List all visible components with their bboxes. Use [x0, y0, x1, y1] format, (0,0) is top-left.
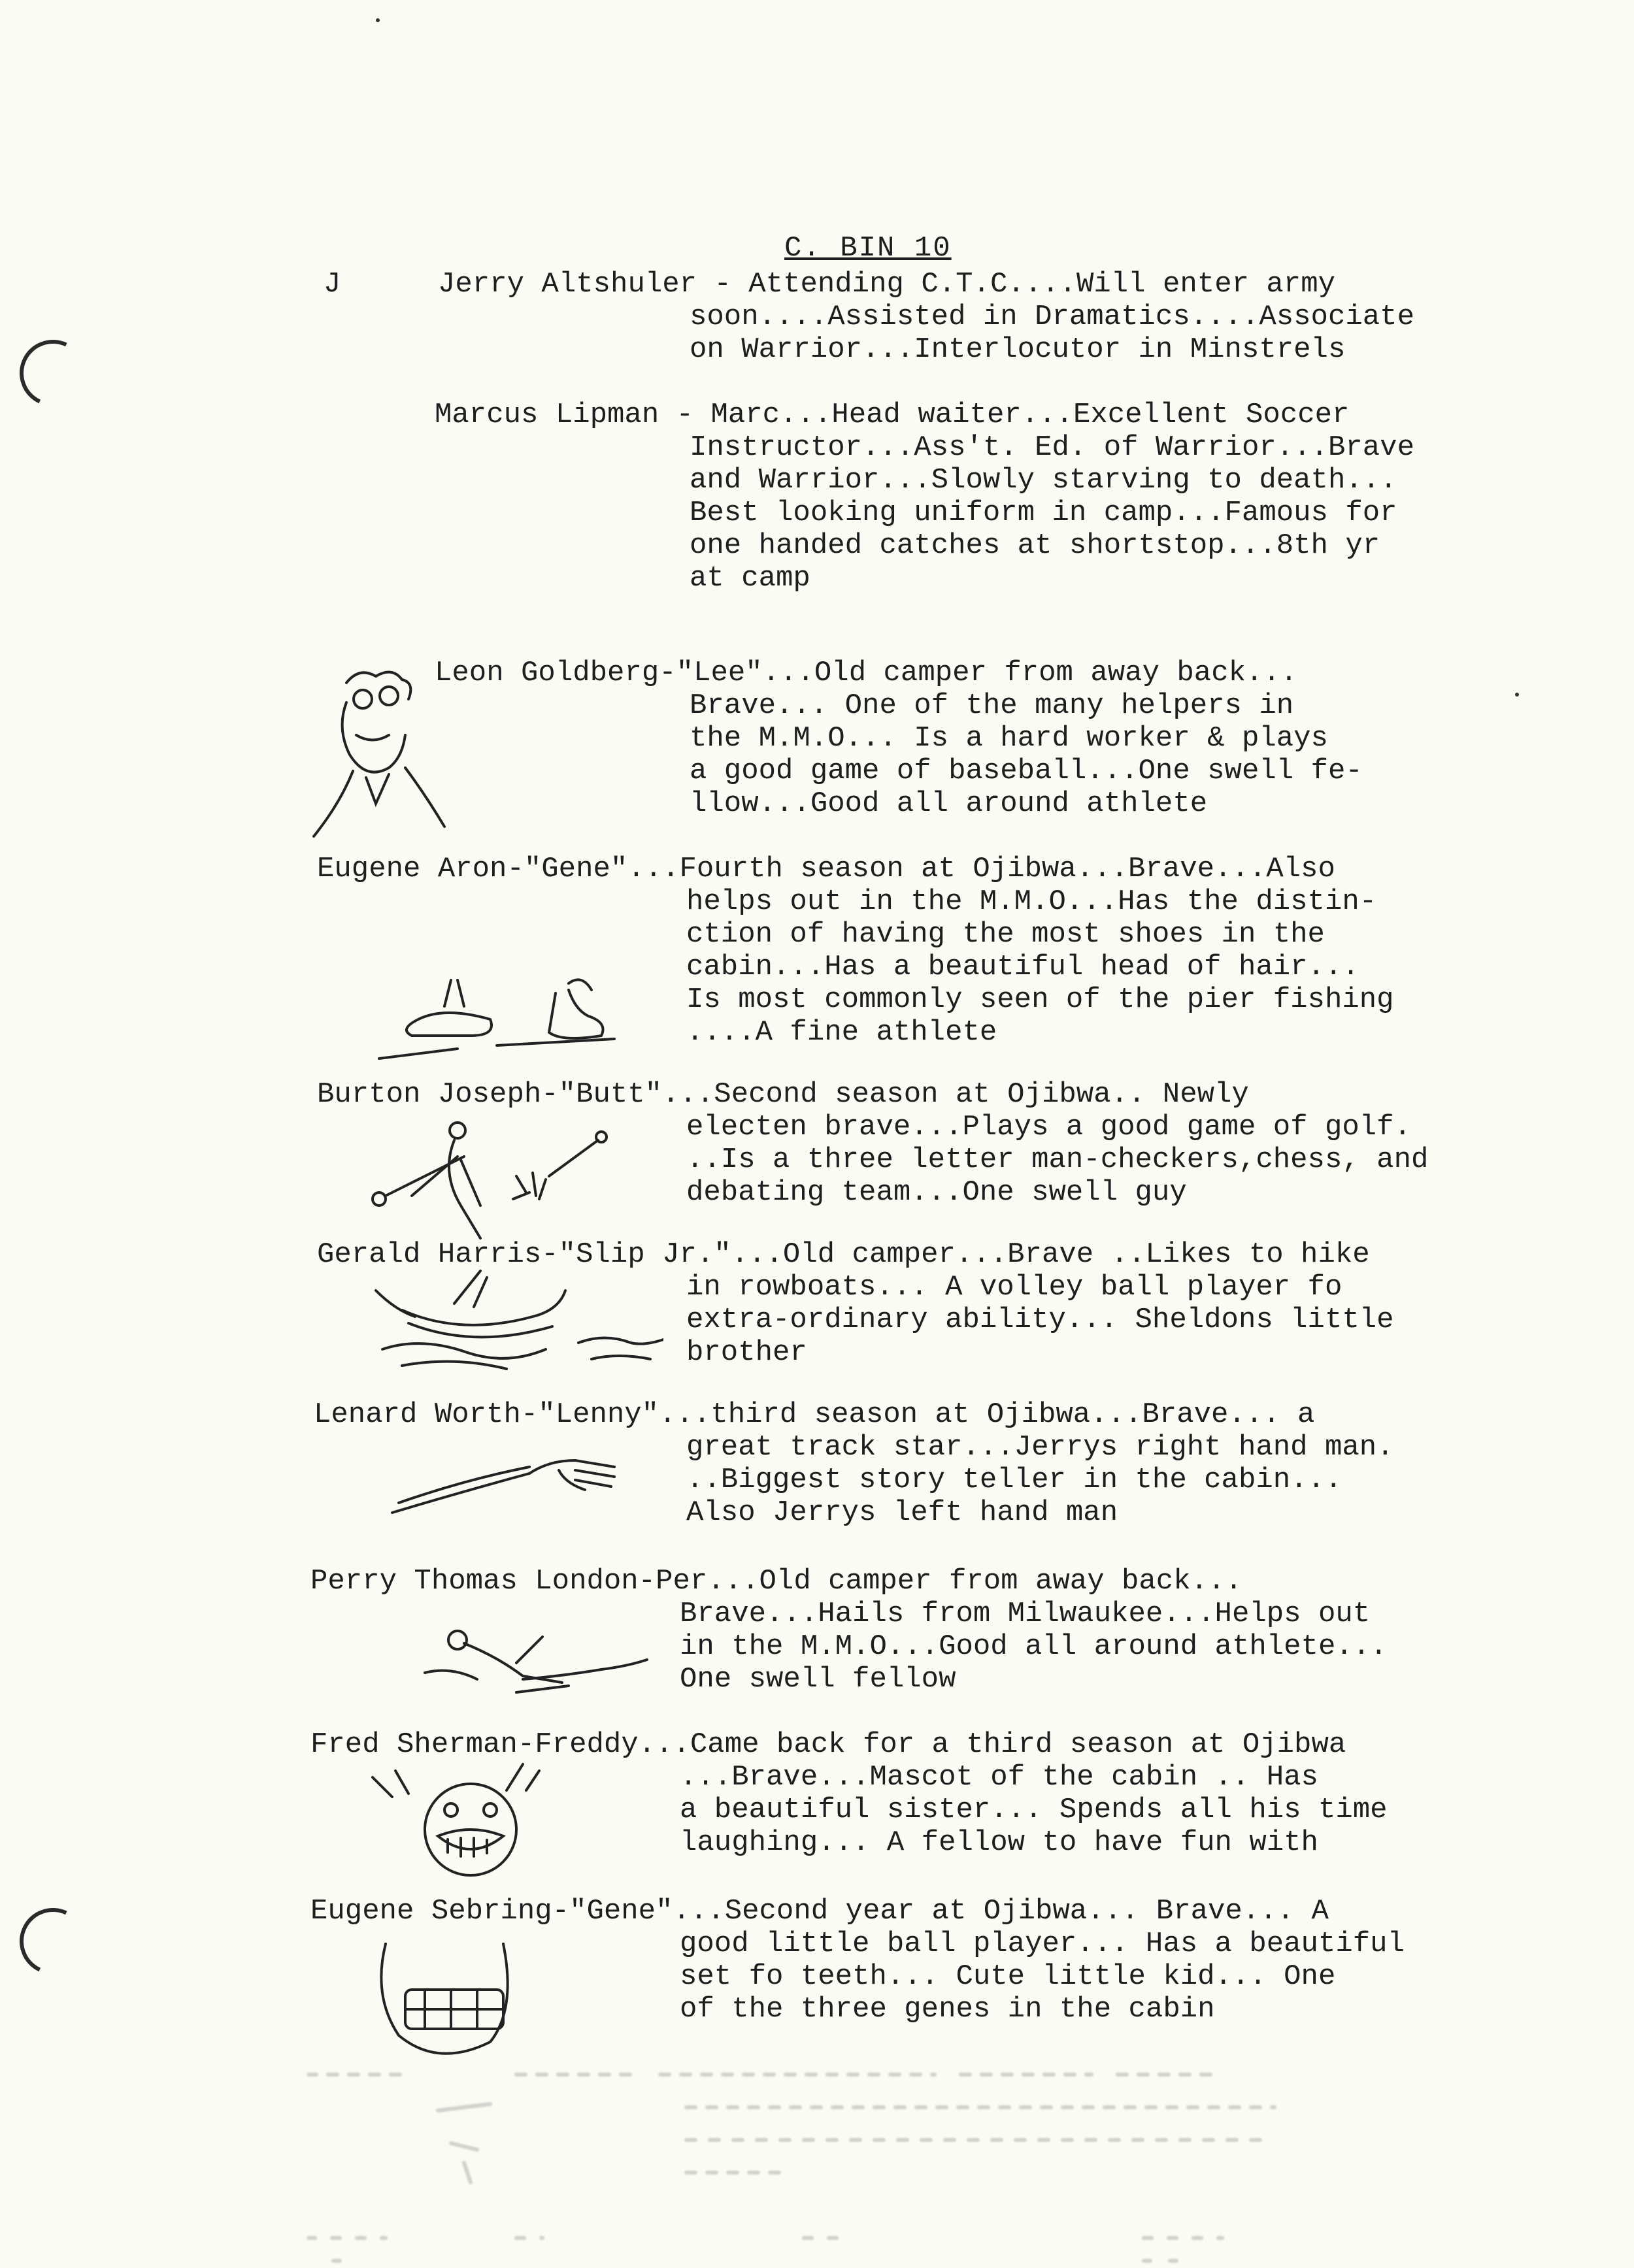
entry-line: set fo teeth... Cute little kid... One	[680, 1960, 1336, 1993]
entry-name-line: Eugene Sebring-"Gene"...Second year at Ojibwa... Brave... A	[310, 1895, 1329, 1928]
entry-line: of the three genes in the cabin	[680, 1993, 1215, 2026]
entry-line: Brave...Hails from Milwaukee...Helps out	[680, 1598, 1371, 1630]
entry-name-line: Lenard Worth-"Lenny"...third season at Ojibwa...Brave... a	[314, 1398, 1315, 1431]
entry-line: on Warrior...Interlocutor in Minstrels	[690, 333, 1346, 366]
entry-line: a good game of baseball...One swell fe-	[690, 755, 1363, 787]
entry-line: Best looking uniform in camp...Famous for	[690, 497, 1397, 529]
entry-name-line: Gerald Harris-"Slip Jr."...Old camper...Brave ..Likes to hike	[317, 1238, 1370, 1271]
initial-letter: J	[324, 268, 341, 301]
entry-gerald-harris	[317, 1238, 1559, 1369]
entry-line: and Warrior...Slowly starving to death...	[690, 464, 1397, 497]
page-title: C. BIN 10	[784, 232, 952, 265]
entry-eugene-aron	[317, 853, 1559, 1049]
entry-line: Also Jerrys left hand man	[686, 1496, 1118, 1529]
entry-line: in rowboats... A volley ball player fo	[686, 1271, 1342, 1304]
entry-line: debating team...One swell guy	[686, 1176, 1187, 1209]
entry-marcus-lipman	[435, 399, 1634, 595]
entry-lenard-worth	[314, 1398, 1556, 1529]
entry-line: llow...Good all around athlete	[690, 787, 1208, 820]
entry-line: electen brave...Plays a good game of golf.	[686, 1111, 1411, 1143]
entry-jerry-altshuler	[438, 268, 1634, 366]
stray-mark	[376, 18, 380, 22]
entry-line: good little ball player... Has a beautiful	[680, 1928, 1405, 1960]
entry-line: ....A fine athlete	[686, 1016, 997, 1049]
entry-line: laughing... A fellow to have fun with	[680, 1826, 1318, 1859]
entry-leon-goldberg	[435, 657, 1634, 820]
entry-line: ...Brave...Mascot of the cabin .. Has	[680, 1761, 1318, 1794]
entry-line: extra-ordinary ability... Sheldons little	[686, 1304, 1394, 1336]
entry-line: soon....Assisted in Dramatics....Associate	[690, 301, 1414, 333]
faded-entry-smudge	[307, 2058, 1484, 2267]
entry-name-line: Marcus Lipman - Marc...Head waiter...Excellent Soccer	[435, 399, 1350, 431]
entry-line: ..Biggest story teller in the cabin...	[686, 1464, 1342, 1496]
entry-line: Instructor...Ass't. Ed. of Warrior...Brave	[690, 431, 1414, 464]
entry-line: ction of having the most shoes in the	[686, 918, 1325, 951]
entry-line: One swell fellow	[680, 1663, 956, 1696]
entry-line: a beautiful sister... Spends all his time	[680, 1794, 1388, 1826]
entry-line: great track star...Jerrys right hand man.	[686, 1431, 1394, 1464]
entry-line: at camp	[690, 562, 810, 595]
entry-name-line: Perry Thomas London-Per...Old camper from away back...	[310, 1565, 1242, 1598]
entry-line: the M.M.O... Is a hard worker & plays	[690, 722, 1328, 755]
entry-line: one handed catches at shortstop...8th yr	[690, 529, 1380, 562]
entry-line: helps out in the M.M.O...Has the distin-	[686, 885, 1377, 918]
sketch-face-glasses	[307, 663, 451, 846]
entry-line: cabin...Has a beautiful head of hair...	[686, 951, 1359, 983]
entry-line: Brave... One of the many helpers in	[690, 689, 1294, 722]
entry-line: in the M.M.O...Good all around athlete...	[680, 1630, 1388, 1663]
entry-line: ..Is a three letter man-checkers,chess, and	[686, 1143, 1429, 1176]
entry-name-line: Eugene Aron-"Gene"...Fourth season at Ojibwa...Brave...Also	[317, 853, 1335, 885]
entry-line: brother	[686, 1336, 807, 1369]
entry-name-line: Jerry Altshuler - Attending C.T.C....Will enter army	[438, 268, 1336, 301]
entry-name-line: Fred Sherman-Freddy...Came back for a third season at Ojibwa	[310, 1728, 1346, 1761]
punch-hole-bottom	[10, 1899, 96, 1984]
entry-fred-sherman	[310, 1728, 1552, 1859]
punch-hole-top	[10, 331, 96, 416]
entry-name-line: Leon Goldberg-"Lee"...Old camper from away back...	[435, 657, 1298, 689]
entry-line: Is most commonly seen of the pier fishing	[686, 983, 1394, 1016]
entry-name-line: Burton Joseph-"Butt"...Second season at Ojibwa.. Newly	[317, 1078, 1249, 1111]
entry-eugene-sebring	[310, 1895, 1552, 2026]
entry-burton-joseph	[317, 1078, 1559, 1209]
entry-perry-london	[310, 1565, 1552, 1696]
